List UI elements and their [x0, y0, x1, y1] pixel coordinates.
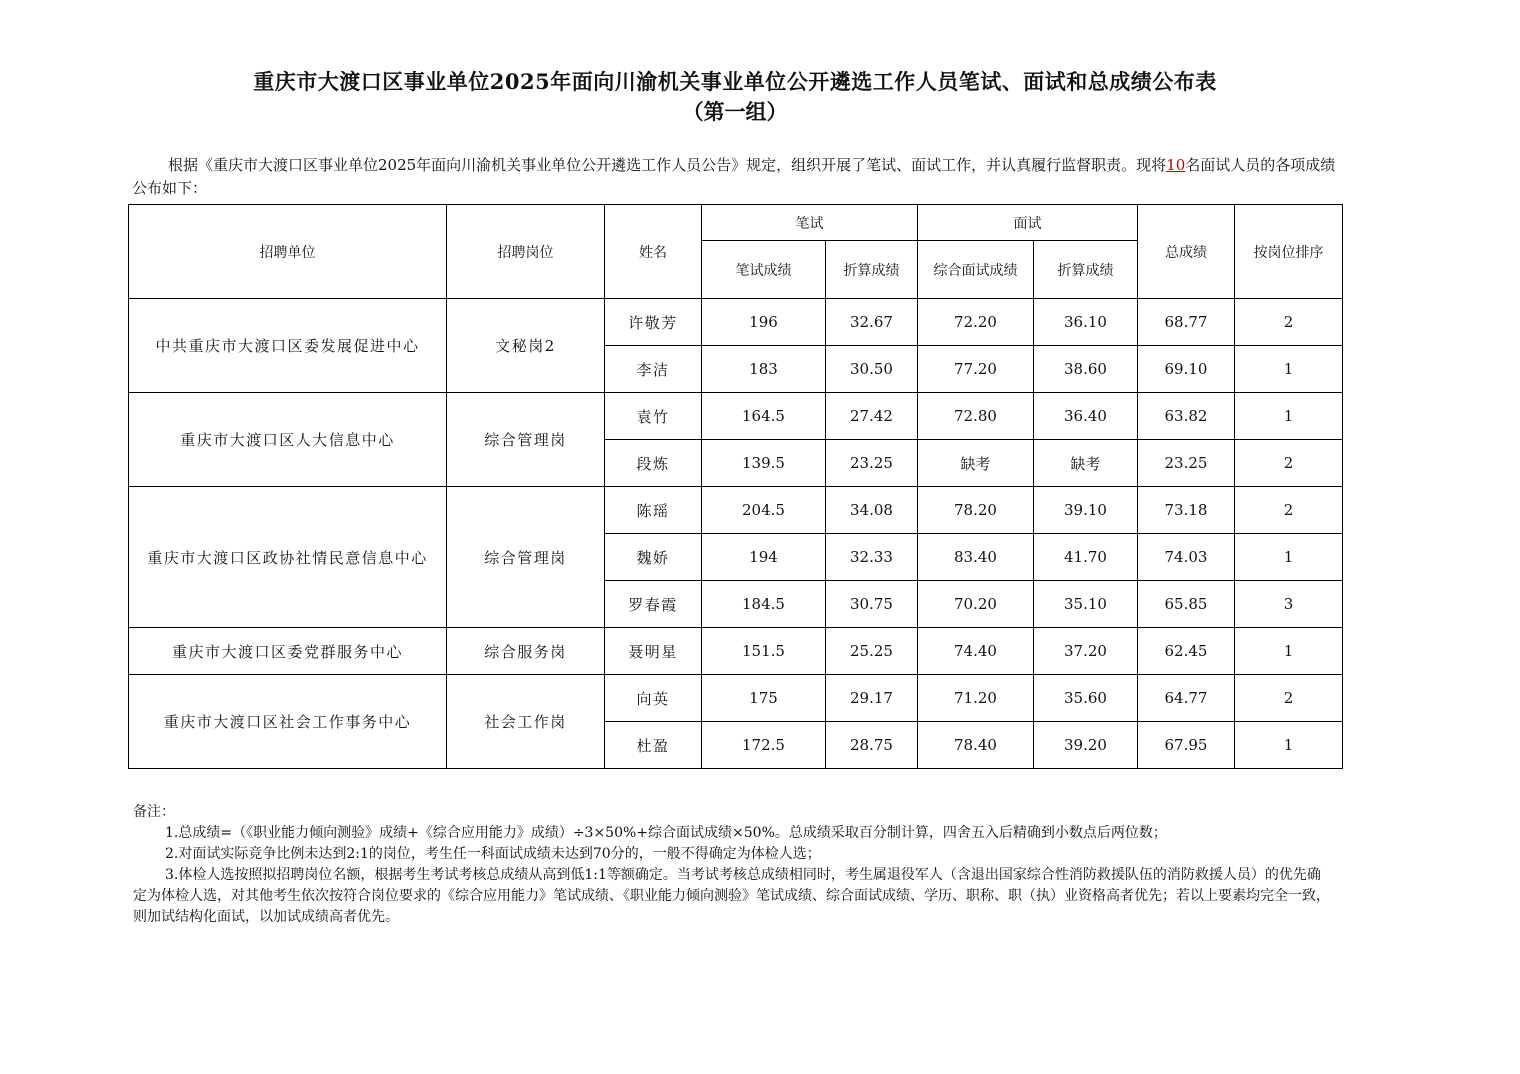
cell-rank: 2: [1235, 675, 1343, 722]
cell-interview-score: 78.40: [918, 722, 1034, 769]
cell-interview-converted: 41.70: [1034, 534, 1138, 581]
cell-written-converted: 27.42: [826, 393, 918, 440]
cell-rank: 1: [1235, 722, 1343, 769]
cell-total-score: 65.85: [1138, 581, 1235, 628]
cell-written-converted: 29.17: [826, 675, 918, 722]
header-rank: 按岗位排序: [1235, 205, 1343, 299]
notes-label: 备注：: [133, 804, 175, 820]
cell-written-score: 164.5: [702, 393, 826, 440]
header-written-score: 笔试成绩: [702, 241, 826, 299]
scores-table-body: [129, 299, 1343, 769]
cell-written-converted: 30.50: [826, 346, 918, 393]
cell-name: 杜盈: [605, 722, 702, 769]
cell-rank: 2: [1235, 299, 1343, 346]
table-row: [129, 487, 1343, 534]
cell-written-score: 151.5: [702, 628, 826, 675]
cell-name: 魏娇: [605, 534, 702, 581]
cell-written-score: 183: [702, 346, 826, 393]
header-interview-converted: 折算成绩: [1034, 241, 1138, 299]
header-unit: 招聘单位: [129, 205, 447, 299]
cell-name: 向英: [605, 675, 702, 722]
cell-written-score: 139.5: [702, 440, 826, 487]
cell-total-score: 68.77: [1138, 299, 1235, 346]
cell-total-score: 73.18: [1138, 487, 1235, 534]
cell-interview-converted: 37.20: [1034, 628, 1138, 675]
header-total: 总成绩: [1138, 205, 1235, 299]
cell-written-converted: 25.25: [826, 628, 918, 675]
table-row: [129, 628, 1343, 675]
cell-post: 社会工作岗: [447, 675, 605, 769]
cell-written-converted: 34.08: [826, 487, 918, 534]
cell-written-converted: 32.67: [826, 299, 918, 346]
header-interview-score: 综合面试成绩: [918, 241, 1034, 299]
cell-interview-score: 70.20: [918, 581, 1034, 628]
cell-rank: 3: [1235, 581, 1343, 628]
cell-interview-converted: 39.10: [1034, 487, 1138, 534]
header-post: 招聘岗位: [447, 205, 605, 299]
cell-name: 段炼: [605, 440, 702, 487]
cell-name: 袁竹: [605, 393, 702, 440]
notes-section: [133, 802, 1333, 928]
cell-unit: 重庆市大渡口区委党群服务中心: [129, 628, 447, 675]
intro-count: 10: [1166, 156, 1186, 174]
cell-rank: 2: [1235, 487, 1343, 534]
header-written: 笔试: [702, 205, 918, 241]
cell-post: 综合服务岗: [447, 628, 605, 675]
cell-interview-score: 83.40: [918, 534, 1034, 581]
cell-interview-converted: 缺考: [1034, 440, 1138, 487]
cell-interview-converted: 39.20: [1034, 722, 1138, 769]
cell-written-score: 172.5: [702, 722, 826, 769]
cell-post: 综合管理岗: [447, 393, 605, 487]
cell-total-score: 63.82: [1138, 393, 1235, 440]
cell-unit: 中共重庆市大渡口区委发展促进中心: [129, 299, 447, 393]
note-item: 1.总成绩=（《职业能力倾向测验》成绩+《综合应用能力》成绩）÷3×50%+综合面试成绩×50%。总成绩采取百分制计算，四舍五入后精确到小数点后两位数；: [165, 825, 1167, 841]
cell-interview-score: 72.20: [918, 299, 1034, 346]
cell-rank: 1: [1235, 346, 1343, 393]
header-name: 姓名: [605, 205, 702, 299]
cell-unit: 重庆市大渡口区人大信息中心: [129, 393, 447, 487]
cell-interview-converted: 38.60: [1034, 346, 1138, 393]
table-row: [129, 393, 1343, 440]
scores-table: [128, 204, 1343, 769]
cell-post: 文秘岗2: [447, 299, 605, 393]
cell-rank: 1: [1235, 534, 1343, 581]
cell-total-score: 23.25: [1138, 440, 1235, 487]
cell-name: 罗春霞: [605, 581, 702, 628]
cell-rank: 2: [1235, 440, 1343, 487]
cell-rank: 1: [1235, 393, 1343, 440]
cell-unit: 重庆市大渡口区政协社情民意信息中心: [129, 487, 447, 628]
cell-interview-score: 71.20: [918, 675, 1034, 722]
cell-interview-score: 72.80: [918, 393, 1034, 440]
cell-interview-converted: 36.10: [1034, 299, 1138, 346]
cell-rank: 1: [1235, 628, 1343, 675]
cell-written-converted: 30.75: [826, 581, 918, 628]
cell-total-score: 62.45: [1138, 628, 1235, 675]
header-interview: 面试: [918, 205, 1138, 241]
cell-interview-converted: 36.40: [1034, 393, 1138, 440]
cell-written-score: 196: [702, 299, 826, 346]
cell-total-score: 74.03: [1138, 534, 1235, 581]
intro-text-after: 名面试人员的各项成绩公布如下：: [132, 156, 1336, 197]
cell-written-converted: 23.25: [826, 440, 918, 487]
table-row: [129, 675, 1343, 722]
cell-written-converted: 32.33: [826, 534, 918, 581]
cell-interview-converted: 35.60: [1034, 675, 1138, 722]
cell-interview-score: 77.20: [918, 346, 1034, 393]
cell-written-score: 184.5: [702, 581, 826, 628]
cell-interview-converted: 35.10: [1034, 581, 1138, 628]
cell-total-score: 69.10: [1138, 346, 1235, 393]
cell-interview-score: 缺考: [918, 440, 1034, 487]
note-item: 3.体检人选按照拟招聘岗位名额，根据考生考试考核总成绩从高到低1:1等额确定。当考试考核总成绩相同时，考生属退役军人（含退出国家综合性消防救援队伍的消防救援人员）的优先确定为体检人选，对其他考生依次按符合岗位要求的《综合应用能力》笔试成绩、《职业能力倾向测验》笔试成绩、综合面试成绩、学历、职称、职（执）业资格高者优先；若以上要素均完全一致，则加试结构化面试，以加试成绩高者优先。: [133, 867, 1330, 925]
table-row: [129, 299, 1343, 346]
cell-interview-score: 74.40: [918, 628, 1034, 675]
cell-written-score: 194: [702, 534, 826, 581]
header-written-converted: 折算成绩: [826, 241, 918, 299]
cell-name: 聂明星: [605, 628, 702, 675]
cell-unit: 重庆市大渡口区社会工作事务中心: [129, 675, 447, 769]
page-subtitle: （第一组）: [682, 99, 788, 124]
cell-written-converted: 28.75: [826, 722, 918, 769]
cell-name: 李洁: [605, 346, 702, 393]
intro-paragraph: [132, 154, 1342, 200]
cell-total-score: 64.77: [1138, 675, 1235, 722]
cell-name: 许敬芳: [605, 299, 702, 346]
cell-interview-score: 78.20: [918, 487, 1034, 534]
note-item: 2.对面试实际竞争比例未达到2:1的岗位，考生任一科面试成绩未达到70分的，一般不得确定为体检人选；: [165, 846, 821, 862]
cell-written-score: 175: [702, 675, 826, 722]
page-title: 重庆市大渡口区事业单位2025年面向川渝机关事业单位公开遴选工作人员笔试、面试和总成绩公布表: [253, 69, 1217, 94]
intro-text-before: 根据《重庆市大渡口区事业单位2025年面向川渝机关事业单位公开遴选工作人员公告》规定，组织开展了笔试、面试工作，并认真履行监督职责。现将: [168, 156, 1167, 174]
cell-post: 综合管理岗: [447, 487, 605, 628]
cell-name: 陈瑶: [605, 487, 702, 534]
cell-written-score: 204.5: [702, 487, 826, 534]
cell-total-score: 67.95: [1138, 722, 1235, 769]
